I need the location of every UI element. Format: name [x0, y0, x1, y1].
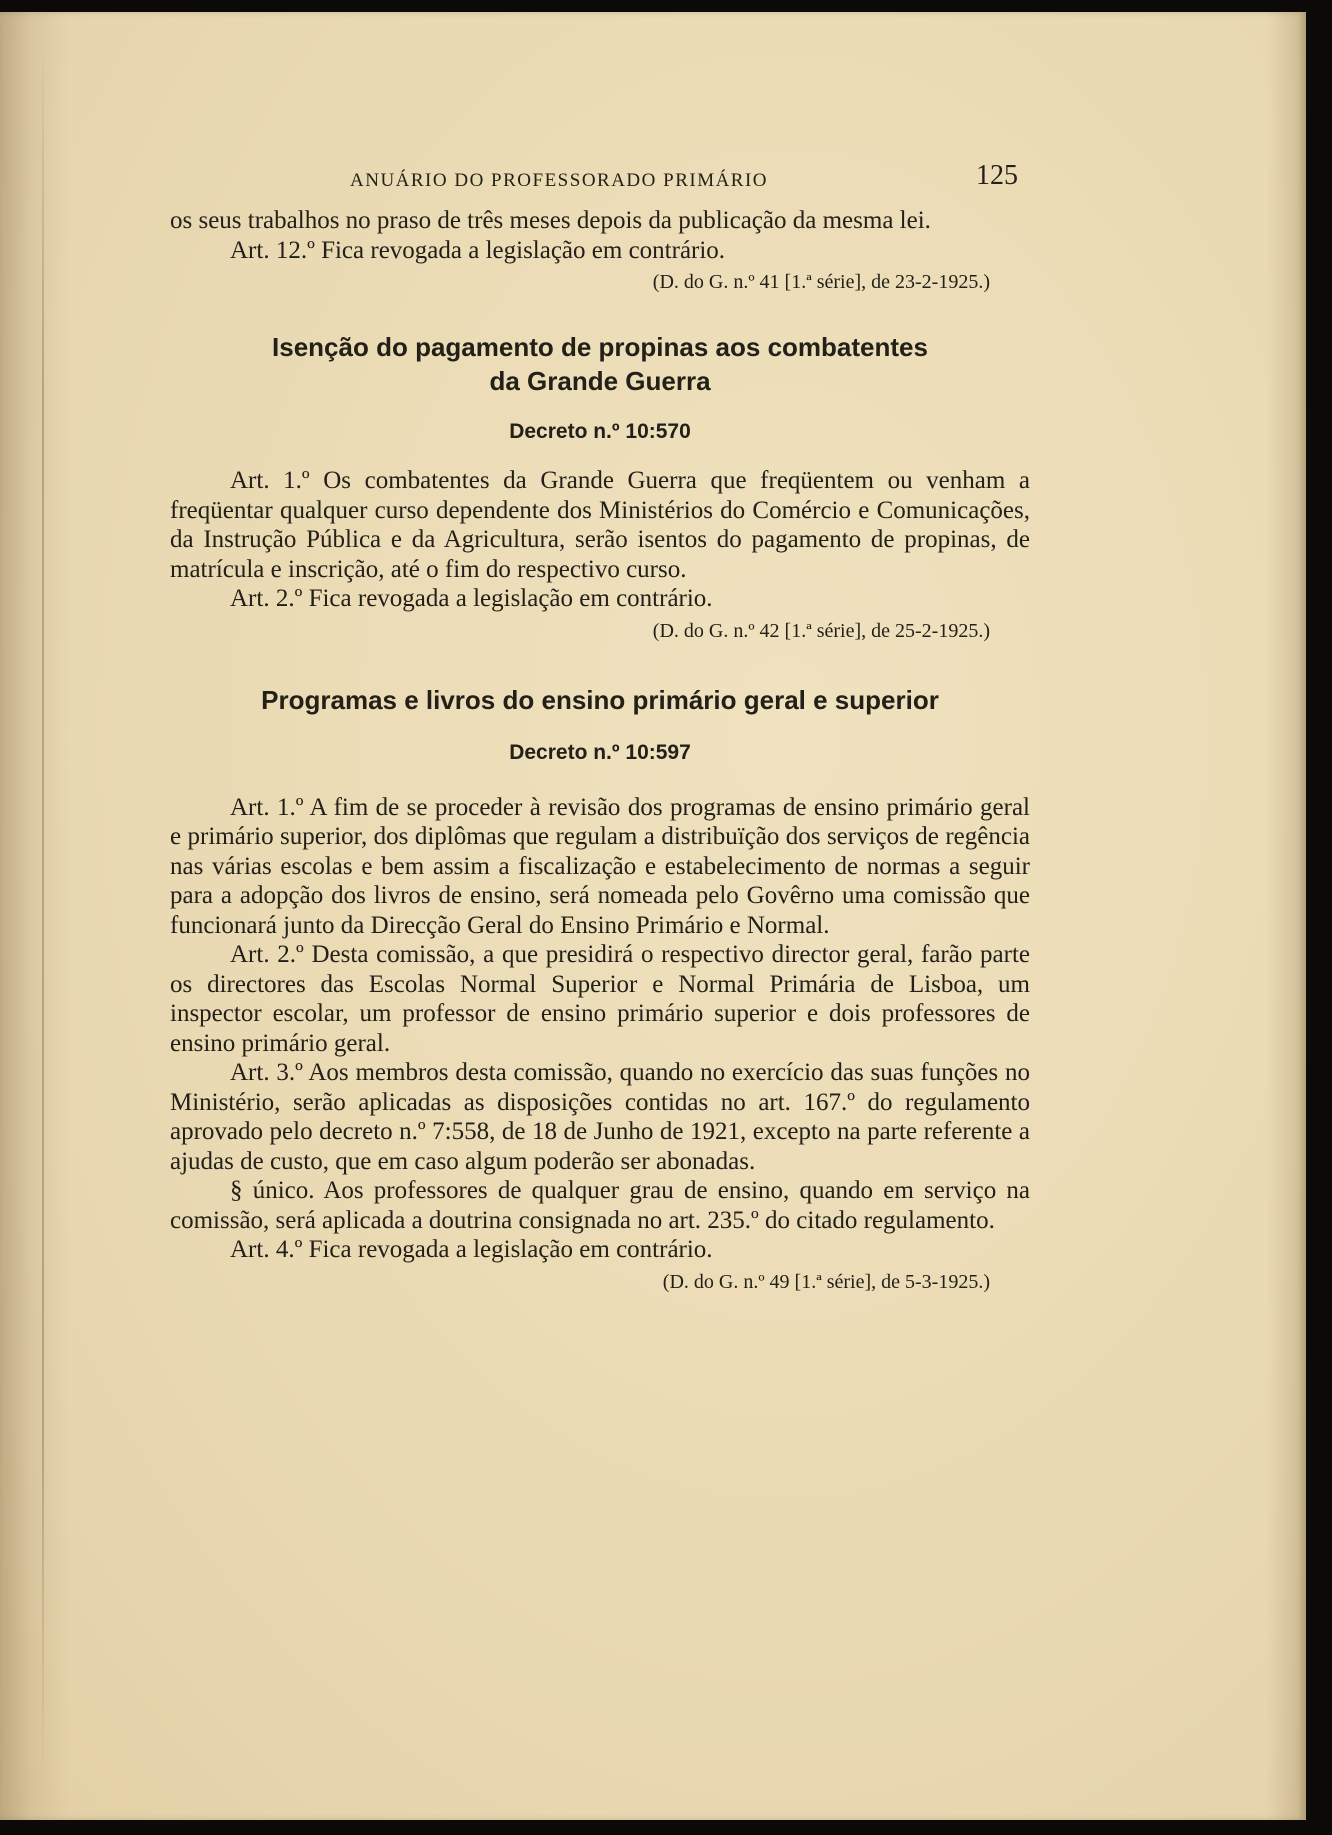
continuation-paragraph: os seus trabalhos no praso de três meses depois da publicação da mesma lei. — [170, 207, 931, 234]
paragraph-unico: § único. Aos professores de qualquer grau de ensino, quando em serviço na comissão, será aplicada a doutrina consignada no art. 235.º do citado regulamento. — [170, 1177, 1030, 1234]
decree-number-10570: Decreto n.º 10:570 — [509, 420, 691, 443]
decree-number-10597: Decreto n.º 10:597 — [509, 740, 691, 764]
article-12: Art. 12.º Fica revogada a legislação em contrário. — [230, 236, 726, 264]
page-number: 125 — [976, 160, 1018, 191]
source-citation-3: (D. do G. n.º 49 [1.ª série], de 5-3-1925.) — [662, 1270, 990, 1293]
article-1-isencao: Art. 1.º Os combatentes da Grande Guerra que freqüentem ou venham a freqüentar qualquer curso dependente dos Ministérios do Comércio e Comunicações, da Instrução Pública e da Agricultura, serão isentos do pagamento de propinas, de matrícula e inscrição, até o fim do respectivo curso. — [170, 467, 1030, 583]
article-4-programas: Art. 4.º Fica revogada a legislação em contrário. — [230, 1236, 713, 1263]
section-heading-isencao-line1: Isenção do pagamento de propinas aos combatentes — [272, 332, 928, 362]
document-page — [0, 12, 1306, 1820]
section-heading-isencao-line2: da Grande Guerra — [489, 366, 711, 396]
binding-gutter — [42, 42, 44, 1782]
running-title: ANUÁRIO DO PROFESSORADO PRIMÁRIO — [350, 170, 769, 191]
page-edge-shade — [1266, 12, 1306, 1820]
source-citation-1: (D. do G. n.º 41 [1.ª série], de 23-2-1925.) — [652, 271, 990, 293]
page-content — [170, 142, 1030, 1294]
article-2-isencao: Art. 2.º Fica revogada a legislação em contrário. — [230, 585, 713, 612]
section-heading-programas: Programas e livros do ensino primário geral e superior — [261, 684, 939, 715]
article-3-programas: Art. 3.º Aos membros desta comissão, quando no exercício das suas funções no Ministério, serão aplicadas as disposições contidas no art. 167.º do regulamento aprovado pelo decreto n.º 7:558, de 18 de Junho de 1921, excepto na parte referente a ajudas de custo, que em caso algum poderão ser abonadas. — [170, 1059, 1030, 1175]
article-1-programas: Art. 1.º A fim de se proceder à revisão dos programas de ensino primário geral e primário superior, dos diplômas que regulam a distribuïção dos serviços de regência nas várias escolas e bem assim a fiscalização e estabelecimento de normas a seguir para a adopção dos livros de ensino, será nomeada pelo Govêrno uma comissão que funcionará junto da Direcção Geral do Ensino Primário e Normal. — [170, 793, 1030, 939]
source-citation-2: (D. do G. n.º 42 [1.ª série], de 25-2-1925.) — [652, 619, 990, 642]
running-head — [170, 142, 1030, 192]
article-2-programas: Art. 2.º Desta comissão, a que presidirá o respectivo director geral, farão parte os directores das Escolas Normal Superior e Normal Primária de Lisboa, um inspector escolar, um professor de ensino primário superior e dois professores de ensino primário geral. — [170, 941, 1030, 1057]
